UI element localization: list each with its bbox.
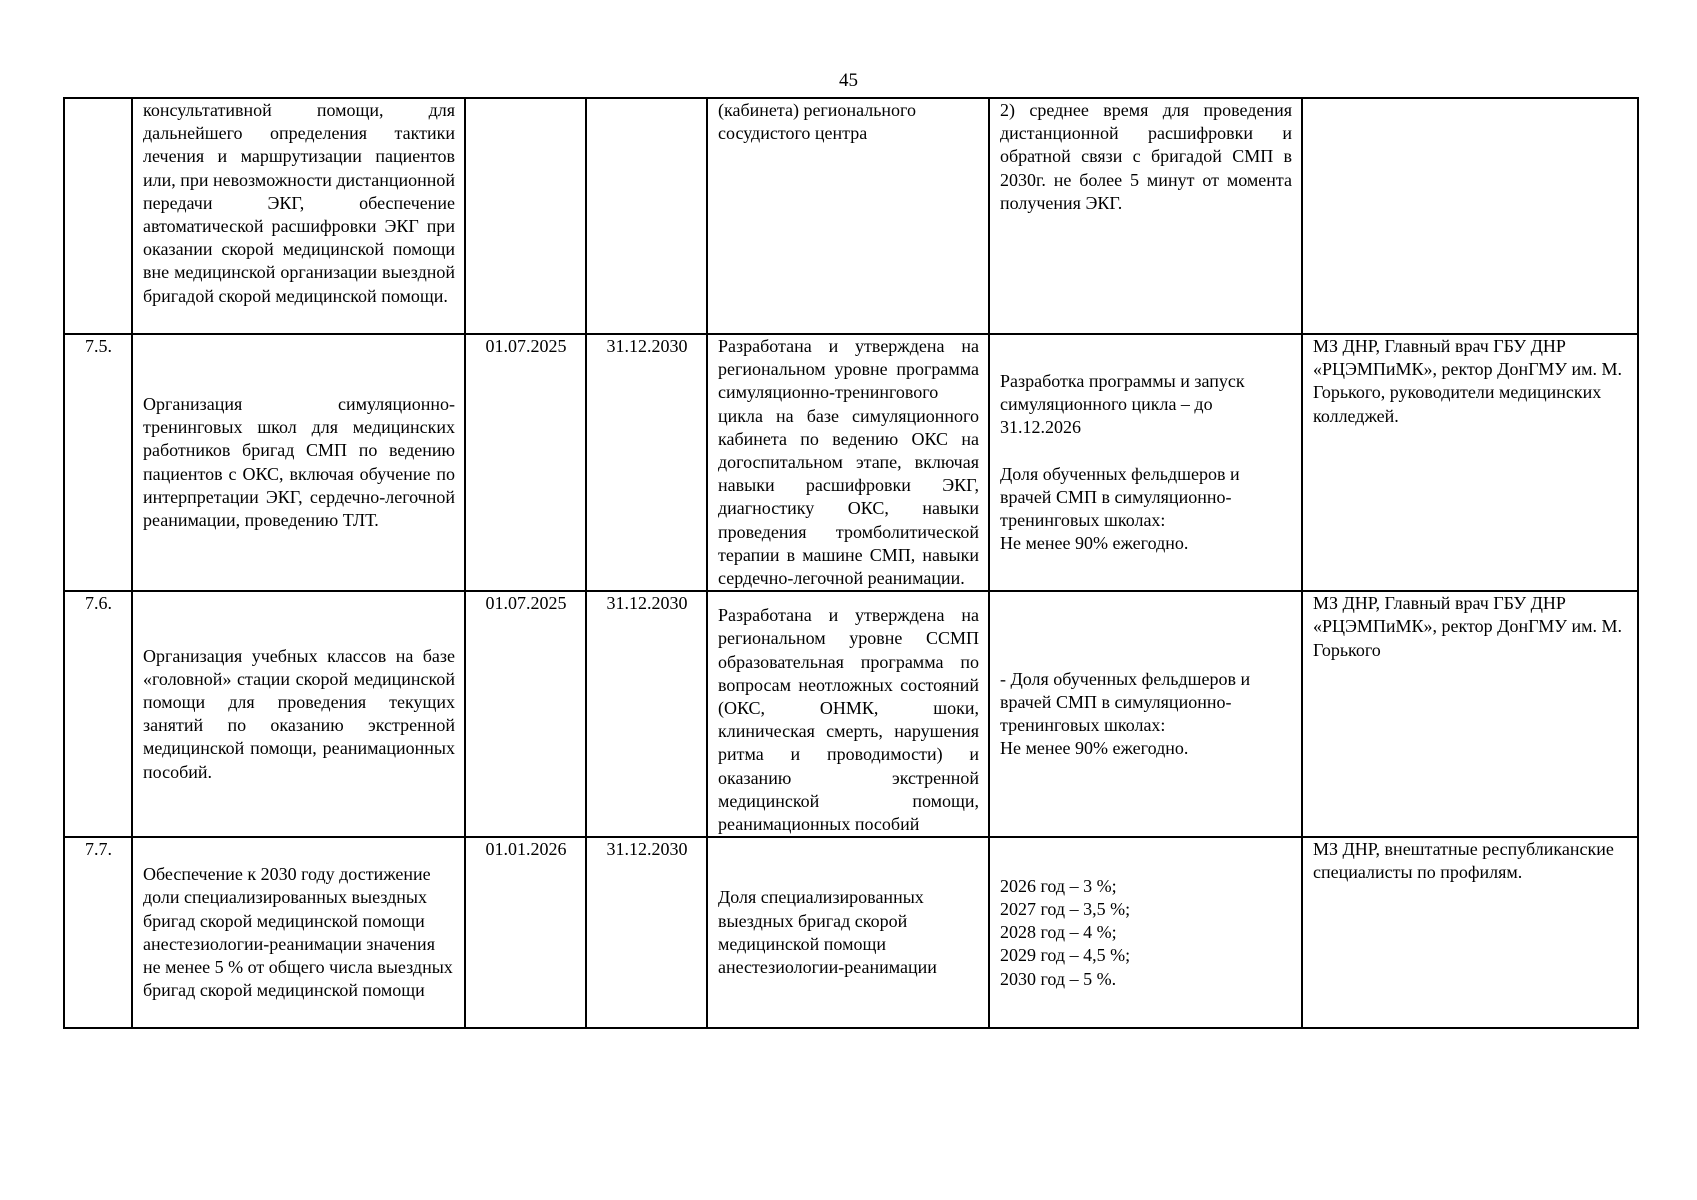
action-plan-table bbox=[63, 97, 1639, 1029]
start-date-cell: 01.01.2026 bbox=[465, 837, 586, 1028]
indicator-cell bbox=[989, 591, 1302, 837]
activity-cell: Организация симуляционно-тренинговых школ для медицинских работников бригад СМП по ведению пациентов с ОКС, включая обучение по интерпретации ЭКГ, сердечно-легочной реанимации, проведению ТЛТ. bbox=[132, 334, 465, 591]
row-number: 7.7. bbox=[64, 837, 132, 1028]
target-2029: 2029 год – 4,5 %; bbox=[1000, 945, 1131, 966]
result-cell: Доля специализированных выездных бригад скорой медицинской помощи анестезиологии-реанимации bbox=[707, 837, 989, 1028]
end-date-cell bbox=[586, 98, 707, 334]
end-date-cell: 31.12.2030 bbox=[586, 334, 707, 591]
indicator-text: Доля обученных фельдшеров и врачей СМП в симуляционно-тренинговых школах: bbox=[1000, 463, 1240, 530]
indicator-text: Не менее 90% ежегодно. bbox=[1000, 533, 1189, 554]
responsible-cell bbox=[1302, 98, 1638, 334]
table-row bbox=[64, 591, 1638, 837]
row-number: 7.6. bbox=[64, 591, 132, 837]
row-number bbox=[64, 98, 132, 334]
indicator-text: Разработка программы и запуск симуляционного цикла – до 31.12.2026 bbox=[1000, 370, 1245, 438]
table-row bbox=[64, 837, 1638, 1028]
indicator-cell bbox=[989, 837, 1302, 1028]
start-date-cell: 01.07.2025 bbox=[465, 334, 586, 591]
end-date-cell: 31.12.2030 bbox=[586, 591, 707, 837]
target-2030: 2030 год – 5 %. bbox=[1000, 968, 1117, 989]
start-date-cell bbox=[465, 98, 586, 334]
responsible-cell: МЗ ДНР, Главный врач ГБУ ДНР «РЦЭМПиМК», ректор ДонГМУ им. М. Горького bbox=[1302, 591, 1638, 837]
indicator-cell bbox=[989, 334, 1302, 591]
result-cell: Разработана и утверждена на региональном уровне ССМП образовательная программа по вопросам неотложных состояний (ОКС, ОНМК, шоки, клиническая смерть, нарушения ритма и проводимости) и оказанию экстренной медицинской помощи, реанимационных пособий bbox=[707, 591, 989, 837]
page-number: 45 bbox=[839, 70, 858, 91]
row-number: 7.5. bbox=[64, 334, 132, 591]
responsible-cell: МЗ ДНР, Главный врач ГБУ ДНР «РЦЭМПиМК», ректор ДонГМУ им. М. Горького, руководители медицинских колледжей. bbox=[1302, 334, 1638, 591]
responsible-cell: МЗ ДНР, внештатные республиканские специалисты по профилям. bbox=[1302, 837, 1638, 1028]
start-date-cell: 01.07.2025 bbox=[465, 591, 586, 837]
indicator-text: - Доля обученных фельдшеров и врачей СМП в симуляционно-тренинговых школах: bbox=[1000, 668, 1251, 736]
indicator-text: Не менее 90% ежегодно. bbox=[1000, 738, 1189, 759]
activity-cell: Обеспечение к 2030 году достижение доли специализированных выездных бригад скорой медицинской помощи анестезиологии-реанимации значения не менее 5 % от общего числа выездных бригад скорой медицинской помощи bbox=[132, 837, 465, 1028]
result-cell: Разработана и утверждена на региональном уровне программа симуляционно-тренингового цикла на базе симуляционного кабинета по ведению ОКС на догоспитальном этапе, включая навыки расшифровки ЭКГ, диагностику ОКС, навыки проведения тромболитической терапии в машине СМП, навыки сердечно-легочной реанимации. bbox=[707, 334, 989, 591]
result-cell: (кабинета) регионального сосудистого центра bbox=[707, 98, 989, 334]
target-2026: 2026 год – 3 %; bbox=[1000, 875, 1117, 896]
activity-cell: консультативной помощи, для дальнейшего определения тактики лечения и маршрутизации пациентов или, при невозможности дистанционной передачи ЭКГ, обеспечение автоматической расшифровки ЭКГ при оказании скорой медицинской помощи вне медицинской организации выездной бригадой скорой медицинской помощи. bbox=[132, 98, 465, 334]
table-row bbox=[64, 98, 1638, 334]
target-2027: 2027 год – 3,5 %; bbox=[1000, 898, 1131, 919]
target-2028: 2028 год – 4 %; bbox=[1000, 922, 1117, 943]
activity-cell: Организация учебных классов на базе «головной» стации скорой медицинской помощи для проведения текущих занятий по оказанию экстренной медицинской помощи, реанимационных пособий. bbox=[132, 591, 465, 837]
indicator-cell: 2) среднее время для проведения дистанционной расшифровки и обратной связи с бригадой СМП в 2030г. не более 5 минут от момента получения ЭКГ. bbox=[989, 98, 1302, 334]
table-row bbox=[64, 334, 1638, 591]
end-date-cell: 31.12.2030 bbox=[586, 837, 707, 1028]
